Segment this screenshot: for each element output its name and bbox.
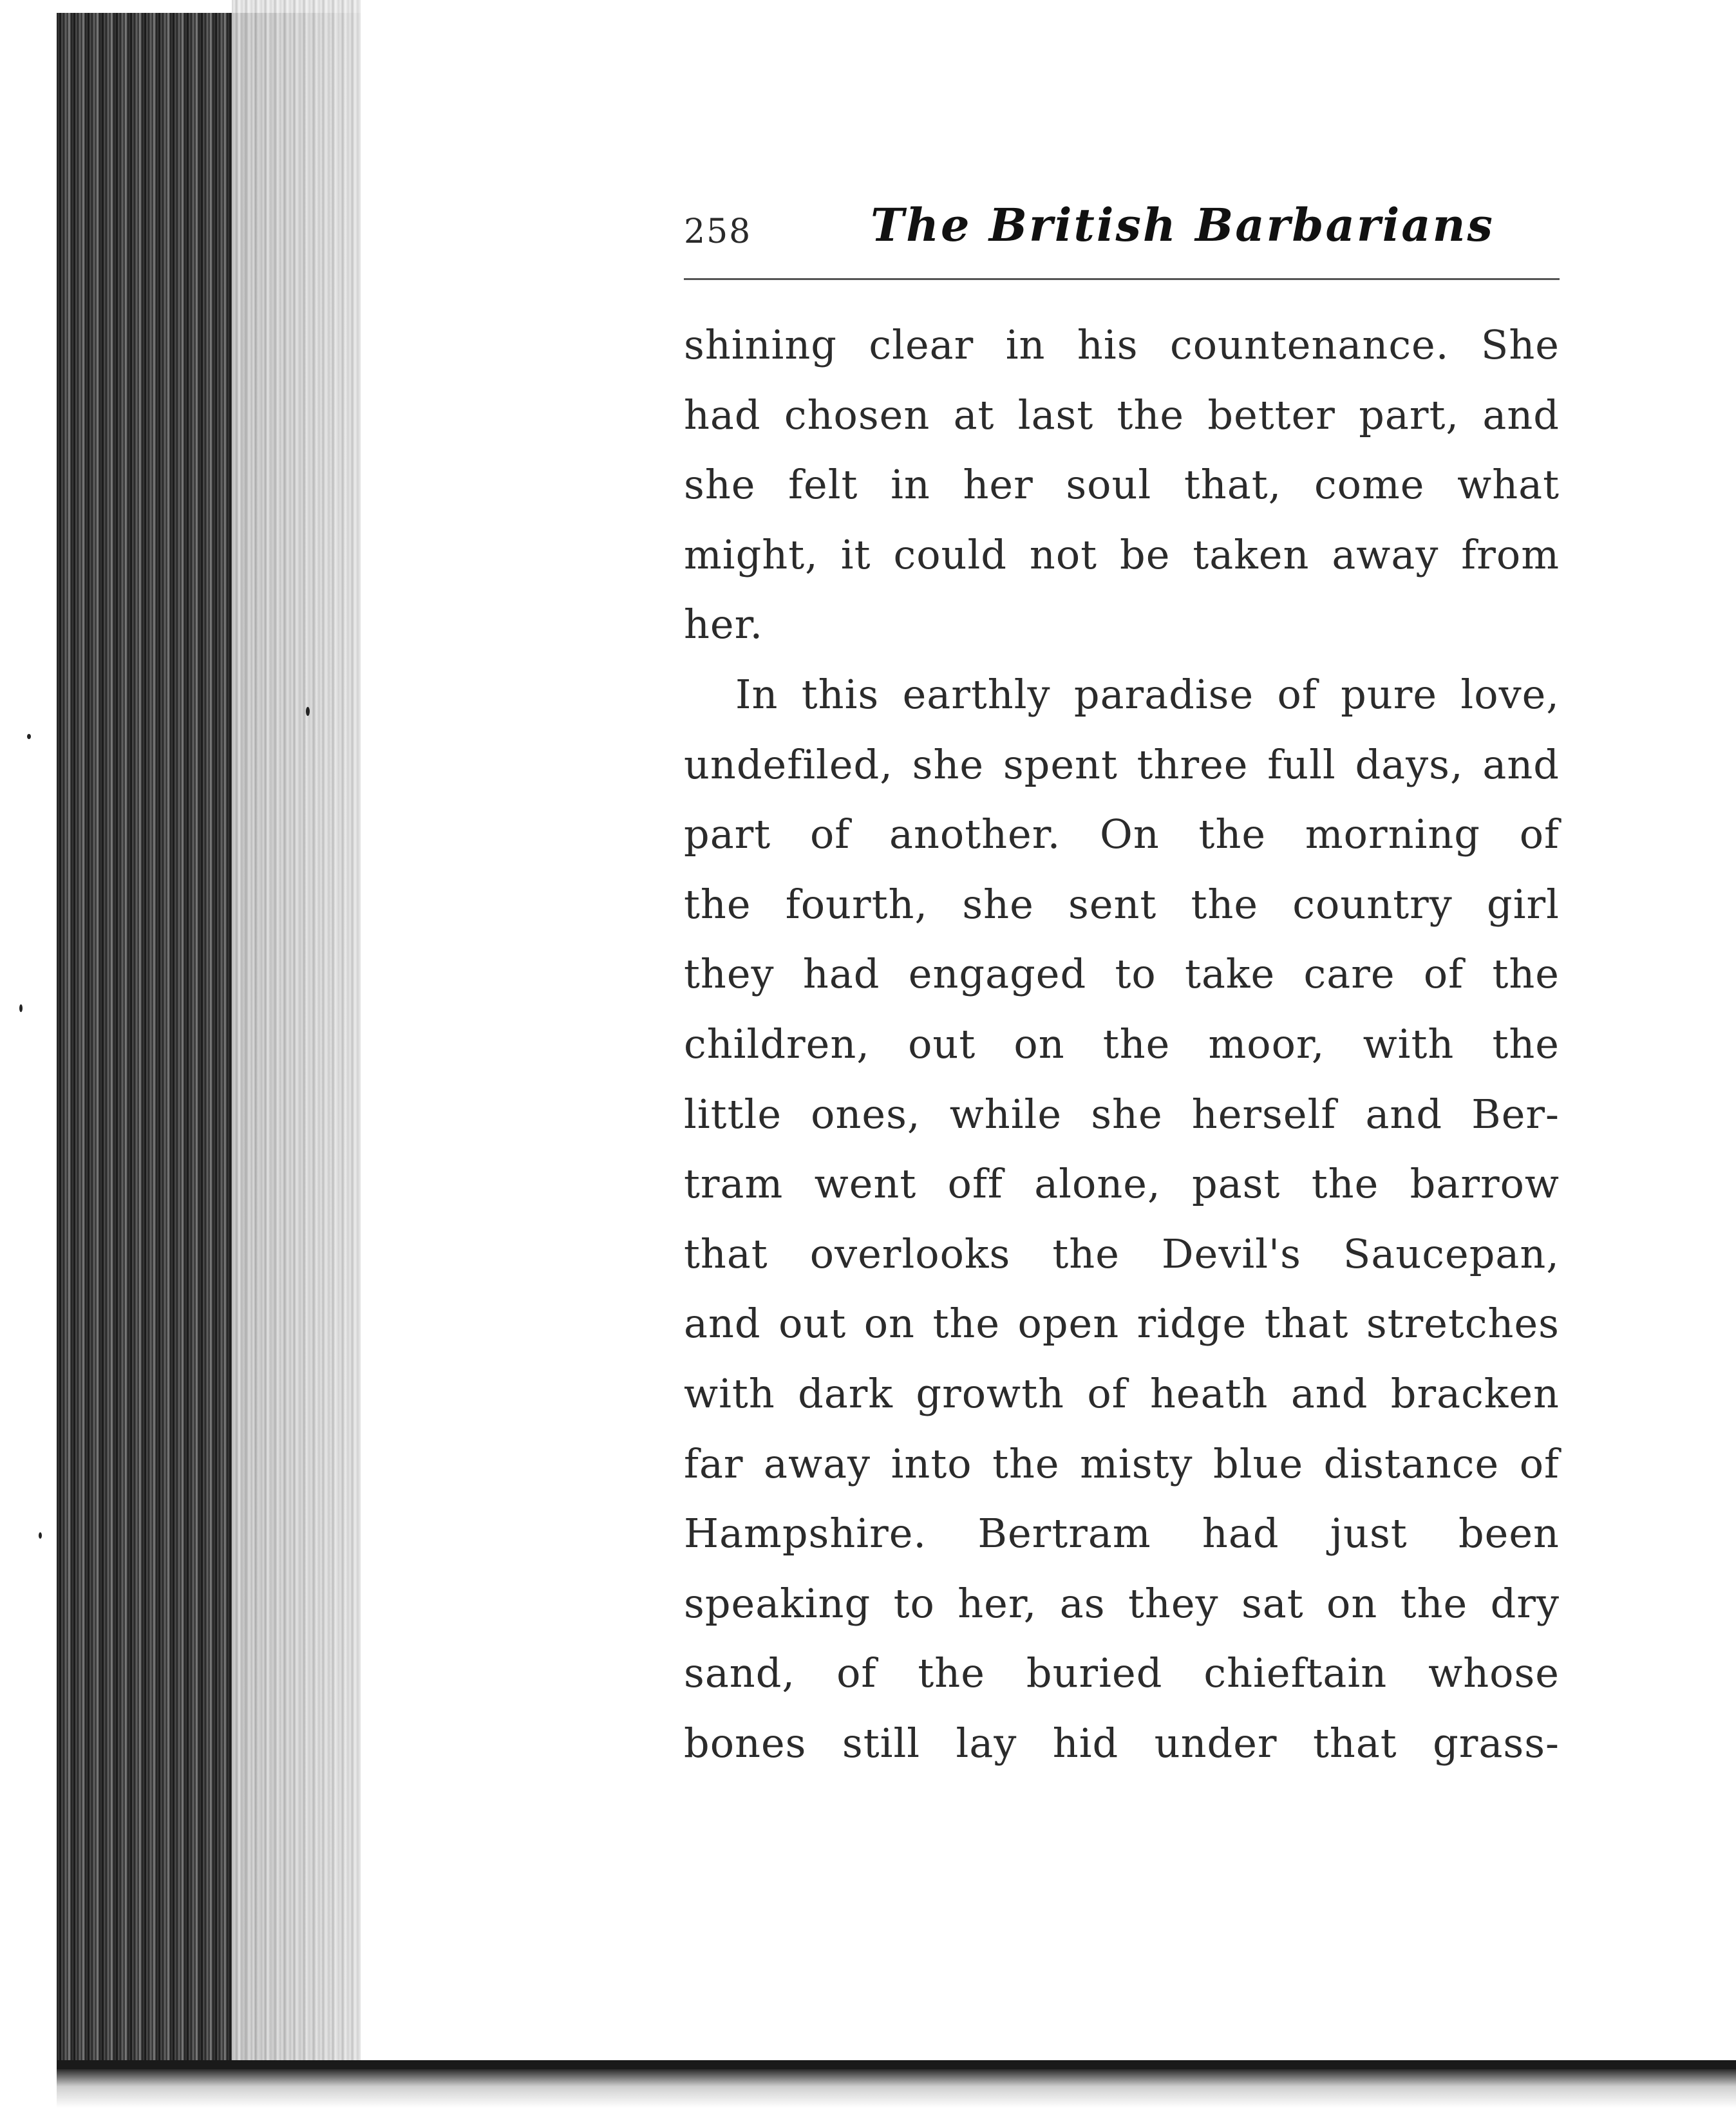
page-number: 258 (684, 212, 752, 251)
text-line: her. (684, 601, 764, 648)
text-line: with dark growth of heath and bracken (684, 1369, 1560, 1417)
header-rule (684, 278, 1560, 280)
body-text (684, 310, 1560, 1778)
text-line: bones still lay hid under that grass- (684, 1719, 1560, 1767)
text-line: the fourth, she sent the country girl (684, 880, 1560, 928)
text-line: tram went off alone, past the barrow (684, 1160, 1560, 1208)
text-line: had chosen at last the better part, and (684, 391, 1560, 438)
text-line: part of another. On the morning of (684, 811, 1560, 858)
scan-speck (39, 1532, 42, 1539)
text-line: sand, of the buried chieftain whose (684, 1649, 1560, 1697)
book-fore-edge-light (232, 0, 367, 2086)
text-line: far away into the misty blue distance of (684, 1440, 1560, 1487)
running-title: The British Barbarians (871, 198, 1495, 252)
text-line: little ones, while she herself and Ber- (684, 1090, 1560, 1138)
text-line: speaking to her, as they sat on the dry (684, 1579, 1560, 1627)
scan-speck (27, 734, 31, 739)
scan-margin (0, 0, 61, 2122)
text-line: she felt in her soul that, come what (684, 461, 1560, 509)
text-line: that overlooks the Devil's Saucepan, (684, 1230, 1560, 1277)
text-line: In this earthly paradise of pure love, (735, 670, 1560, 718)
paragraph (684, 660, 1560, 1779)
book-bottom-edge (57, 2060, 1736, 2069)
text-line: might, it could not be taken away from (684, 530, 1560, 578)
text-line: children, out on the moor, with the (684, 1020, 1560, 1067)
text-line: shining clear in his countenance. She (684, 321, 1560, 368)
text-line: undefiled, she spent three full days, and (684, 740, 1560, 788)
scan-speck (306, 707, 310, 716)
scan-speck (19, 1004, 23, 1012)
text-line: they had engaged to take care of the (684, 950, 1560, 998)
text-line: and out on the open ridge that stretches (684, 1300, 1560, 1347)
paragraph (684, 310, 1560, 660)
book-bottom-shadow (57, 2069, 1736, 2108)
running-head (684, 193, 1560, 258)
text-line: Hampshire. Bertram had just been (684, 1510, 1560, 1557)
